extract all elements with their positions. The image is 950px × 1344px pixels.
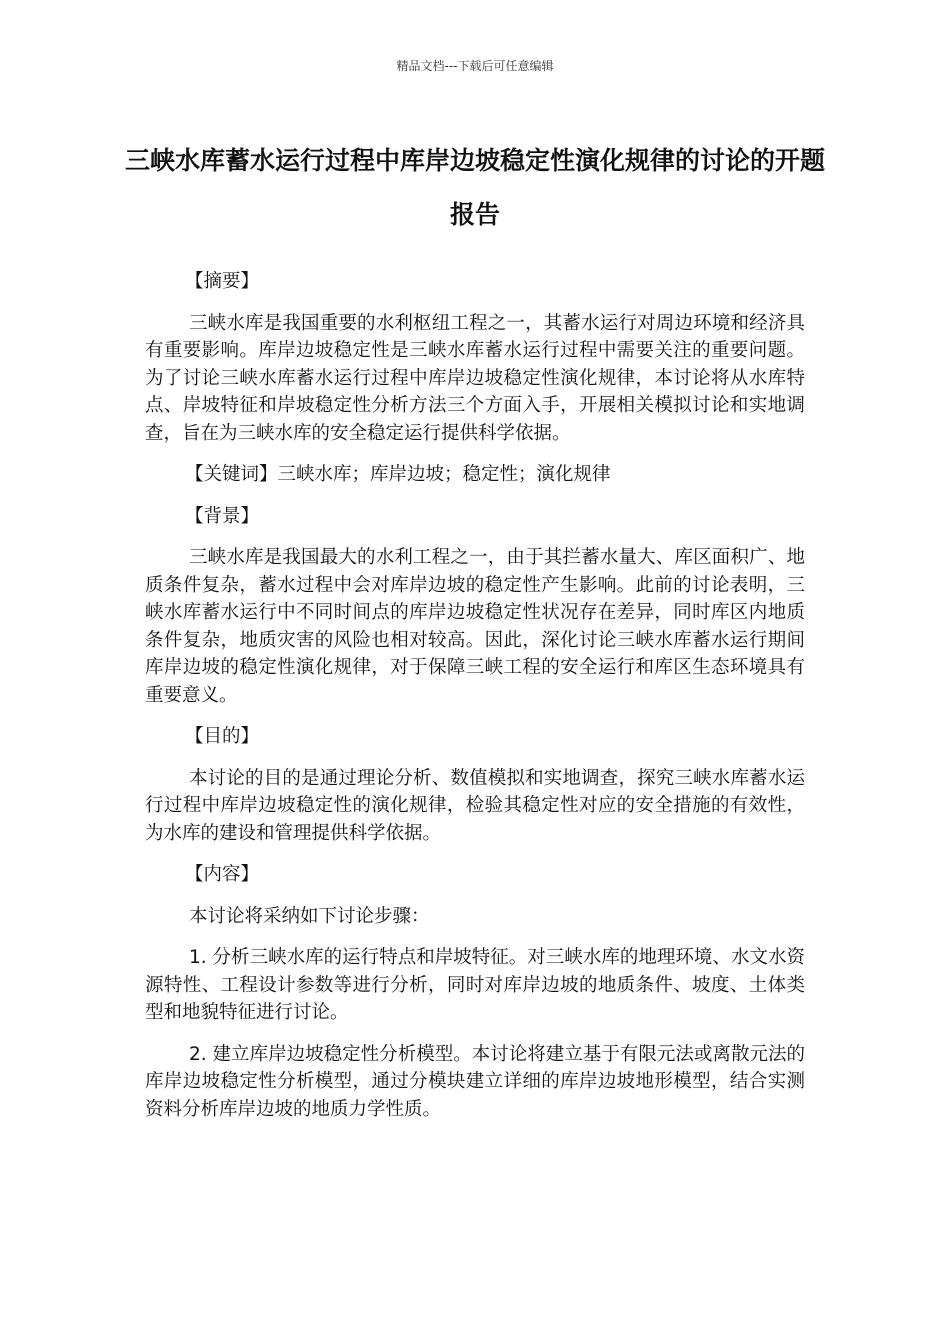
purpose-heading: 【目的】 [185, 726, 260, 747]
content-intro: 本讨论将采纳如下讨论步骤： [189, 905, 430, 927]
header-note: 精品文档---下载后可任意编辑 [396, 59, 554, 73]
abstract-paragraph: 三峡水库是我国重要的水利枢纽工程之一，其蓄水运行对周边环境和经济具有重要影响。库岸边坡稳定性是三峡水库蓄水运行过程中需要关注的重要问题。为了讨论三峡水库蓄水运行过程中库岸边坡稳定性演化规律，本讨论将从水库特点、岸坡特征和岸坡稳定性分析方法三个方面入手，开展相关模拟讨论和实地调查，旨在为三峡水库的安全稳定运行提供科学依据。 [145, 312, 805, 444]
content-heading: 【内容】 [185, 864, 260, 885]
background-heading: 【背景】 [185, 505, 260, 527]
step-2-paragraph: 2. 建立库岸边坡稳定性分析模型。本讨论将建立基于有限元法或离散元法的库岸边坡稳定性分析模型，通过分模块建立详细的库岸边坡地形模型，结合实测资料分析库岸边坡的地质力学性质。 [145, 1043, 805, 1120]
document-body [145, 268, 805, 1137]
step-1-paragraph: 1. 分析三峡水库的运行特点和岸坡特征。对三峡水库的地理环境、水文水资源特性、工程设计参数等进行分析，同时对库岸边坡的地质条件、坡度、土体类型和地貌特征进行讨论。 [145, 947, 805, 1023]
abstract-heading: 【摘要】 [185, 271, 260, 292]
document-title: 三峡水库蓄水运行过程中库岸边坡稳定性演化规律的讨论的开题报告 [124, 146, 825, 229]
keywords-line: 【关键词】三峡水库；库岸边坡；稳定性；演化规律 [185, 464, 611, 485]
purpose-paragraph: 本讨论的目的是通过理论分析、数值模拟和实地调查，探究三峡水库蓄水运行过程中库岸边坡稳定性的演化规律，检验其稳定性对应的安全措施的有效性，为水库的建设和管理提供科学依据。 [145, 767, 805, 844]
background-paragraph: 三峡水库是我国最大的水利工程之一，由于其拦蓄水量大、库区面积广、地质条件复杂，蓄水过程中会对库岸边坡的稳定性产生影响。此前的讨论表明，三峡水库蓄水运行中不同时间点的库岸边坡稳定性状况存在差异，同时库区内地质条件复杂，地质灾害的风险也相对较高。因此，深化讨论三峡水库蓄水运行期间库岸边坡的稳定性演化规律，对于保障三峡工程的安全运行和库区生态环境具有重要意义。 [145, 547, 805, 706]
